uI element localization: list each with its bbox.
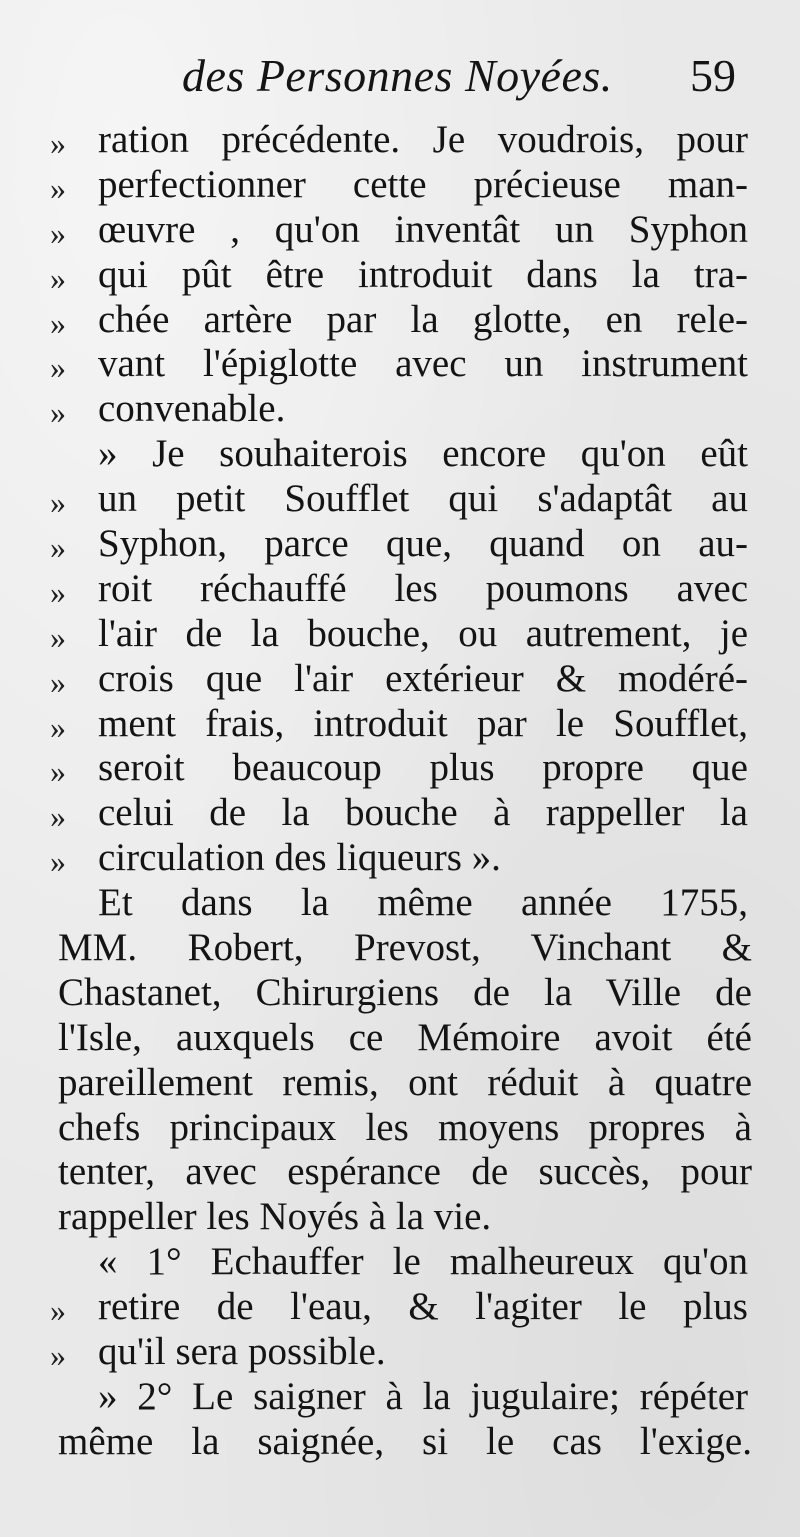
line-text: » 2° Le saigner à la jugulaire; répéter [98, 1374, 748, 1418]
text-line [0, 746, 800, 791]
quote-mark: » [50, 708, 66, 745]
quote-mark: » [50, 484, 66, 521]
line-text: l'Isle, auxquels ce Mémoire avoit été [58, 1015, 752, 1059]
quote-mark: » [50, 394, 66, 431]
text-line [0, 208, 800, 253]
line-text: convenable. [98, 387, 286, 431]
line-text: ment frais, introduit par le Soufflet, [98, 701, 748, 745]
text-line [0, 926, 800, 971]
line-text: qui pût être introduit dans la tra- [98, 252, 748, 296]
quote-mark: » [50, 529, 66, 566]
text-line [0, 1375, 800, 1420]
quote-mark: » [50, 125, 66, 161]
body-text [0, 118, 800, 1465]
text-line [0, 702, 800, 747]
text-line [0, 971, 800, 1016]
text-line [0, 387, 800, 432]
line-text: Syphon, parce que, quand on au- [98, 522, 748, 566]
line-text: seroit beaucoup plus propre que [98, 746, 748, 790]
line-text: « 1° Echauffer le malheureux qu'on [98, 1240, 748, 1284]
quote-mark: » [50, 843, 66, 880]
line-text: Chastanet, Chirurgiens de la Ville de [58, 970, 752, 1014]
quote-mark: » [50, 214, 66, 251]
line-text: chefs principaux les moyens propres à [58, 1105, 752, 1149]
line-text: perfectionner cette précieuse man- [98, 162, 748, 206]
text-line [0, 477, 800, 522]
line-text: circulation des liqueurs ». [98, 836, 501, 880]
running-title: des Personnes Noyées. [182, 50, 613, 101]
text-line [0, 567, 800, 612]
text-line [0, 1195, 800, 1240]
text-line [0, 522, 800, 567]
quote-mark: » [50, 798, 66, 835]
text-line [0, 432, 800, 477]
text-line [0, 1330, 800, 1375]
text-line [0, 118, 800, 163]
line-text: MM. Robert, Prevost, Vinchant & [58, 926, 752, 970]
text-line [0, 881, 800, 926]
quote-mark: » [50, 1292, 66, 1329]
line-text: tenter, avec espérance de succès, pour [58, 1150, 752, 1194]
line-text: vant l'épiglotte avec un instrument [98, 342, 748, 386]
line-text: roit réchauffé les poumons avec [98, 566, 748, 610]
line-text: retire de l'eau, & l'agiter le plus [98, 1285, 748, 1329]
text-line [0, 163, 800, 208]
text-line [0, 612, 800, 657]
text-line [0, 1285, 800, 1330]
line-text: qu'il sera possible. [98, 1330, 386, 1374]
quote-mark: » [50, 573, 66, 610]
line-text: pareillement remis, ont réduit à quatre [58, 1060, 752, 1104]
line-text: celui de la bouche à rappeller la [98, 791, 748, 835]
line-text: un petit Soufflet qui s'adaptât au [98, 477, 748, 521]
text-line [0, 657, 800, 702]
line-text: même la saignée, si le cas l'exige. [58, 1419, 752, 1463]
quote-mark: » [50, 349, 66, 386]
quote-mark: » [50, 259, 66, 296]
text-line [0, 836, 800, 881]
quote-mark: » [50, 1337, 66, 1374]
line-text: rappeller les Noyés à la vie. [58, 1195, 492, 1239]
text-line [0, 298, 800, 343]
text-line [0, 1420, 800, 1465]
line-text: chée artère par la glotte, en rele- [98, 297, 748, 341]
text-line [0, 1106, 800, 1151]
text-line [0, 1150, 800, 1195]
quote-mark: » [50, 753, 66, 790]
line-text: œuvre , qu'on inventât un Syphon [98, 207, 748, 251]
text-line [0, 253, 800, 298]
text-line [0, 791, 800, 836]
quote-mark: » [50, 169, 66, 206]
line-text: crois que l'air extérieur & modéré- [98, 656, 748, 700]
text-line [0, 1061, 800, 1106]
text-line [0, 1016, 800, 1061]
running-head [0, 48, 800, 108]
page-number: 59 [690, 50, 736, 101]
line-text: » Je souhaiterois encore qu'on eût [98, 432, 748, 476]
line-text: l'air de la bouche, ou autrement, je [98, 611, 748, 655]
line-text: ration précédente. Je voudrois, pour [98, 118, 748, 161]
quote-mark: » [50, 304, 66, 341]
text-line [0, 1240, 800, 1285]
quote-mark: » [50, 663, 66, 700]
text-line [0, 342, 800, 387]
quote-mark: » [50, 618, 66, 655]
line-text: Et dans la même année 1755, [98, 881, 748, 925]
